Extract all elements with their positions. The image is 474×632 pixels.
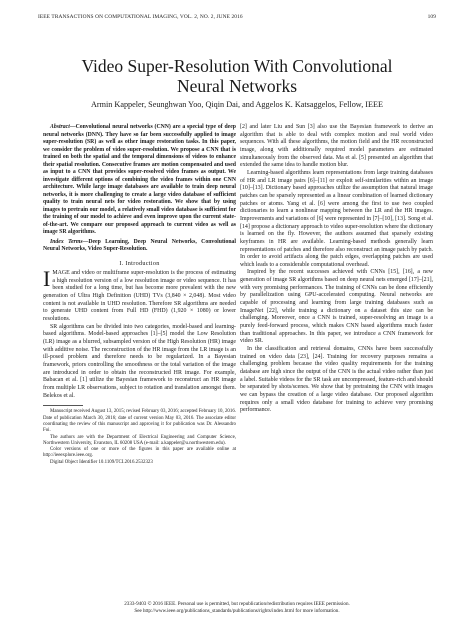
running-header	[38, 14, 436, 24]
title-line-2: Neural Networks	[176, 76, 298, 96]
footnote-color: Color versions of one or more of the figures in this paper are available online at http://ieeexplore.ieee.org.	[43, 447, 236, 459]
page-number: 109	[427, 14, 436, 20]
copyright-line-1: 2333-9403 © 2016 IEEE. Personal use is permitted, but republication/redistribution requires IEEE permission.	[124, 601, 350, 607]
footnote-divider	[43, 405, 83, 406]
intro-paragraph-1-text: MAGE and video or multiframe super-resolution is the process of estimating a high resolution version of a low resolution image or video sequence. It has been studied for a long time, but has become more prevalent with the new generation of Ultra High Definition (UHD) TVs (3,840 × 2,048). Most video content is not available in UHD resolution. Therefore SR algorithms are needed to generate UHD content from Full HD (FHD) (1,920 × 1080) or lower resolutions.	[43, 270, 236, 323]
section-heading: I. Introduction	[119, 259, 160, 267]
paper-title	[0, 56, 474, 96]
title-line-1: Video Super-Resolution With Convolutional	[81, 56, 393, 76]
right-paragraph-4: In the classification and retrieval domains, CNNs have been successfully trained on video data [23], [24]. Training for recovery purposes remains a challenging problem because the video quality requirements for the training database are high since the output of the CNN is the actual video rather than just a label. Suitable videos for the SR task are uncompressed, feature-rich and should be separated by shots/scenes. We show that by pretraining the CNN with images we can bypass the creation of a large video database. Our proposed algorithm requires only a small video database for training to achieve very promising performance.	[240, 346, 433, 414]
index-terms-text: —Deep Learning, Deep Neural Networks, Convolutional Neural Networks, Video Super-Resolution.	[43, 238, 236, 252]
right-paragraph-2: Learning-based algorithms learn representations from large training databases of HR and LR image pairs [6]–[11] or exploit self-similarities within an image [10]–[13]. Dictionary based approaches utilize the assumption that natural image patches can be sparsely represented as a linear combination of learned dictionary patches or atoms. Yang et al. [6] were among the first to use two coupled dictionaries to learn a nonlinear mapping between the LR and the HR images. Improvements and variations of [6] were represented in [7]–[10], [13]. Song et al. [14] propose a dictionary approach to video super-resolution where the dictionary is learned on the fly. However, the authors assumed that sparsely existing keyframes in HR are available. Learning-based methods generally learn representations of patches and therefore also reconstruct an image patch by patch. In order to avoid artifacts along the patch edges, overlapping patches are used which leads to a considerable computational overhead.	[240, 169, 433, 268]
right-paragraph-3: Inspired by the recent successes achieved with CNNs [15], [16], a new generation of image SR algorithms based on deep neural nets emerged [17]–[21], with very promising performances. The training of CNNs can be done efficiently by parallelization using GPU-accelerated computing. Neural networks are capable of processing and learning from large training databases such as ImageNet [22], while training a dictionary on a dataset this size can be challenging. Moreover, once a CNN is trained, super-resolving an image is a purely feed-forward process, which makes CNN based algorithms much faster than traditional approaches. In this paper, we introduce a CNN framework for video SR.	[240, 269, 433, 345]
footnote-manuscript: Manuscript received August 13, 2015; revised February 03, 2016; accepted February 10, 2016. Date of publication March 30, 2016; date of current version May 03, 2016. The associate editor coordinating the review of this manuscript and approving it for publication was Dr. Alessandro Foi.	[43, 409, 236, 434]
author-list: Armin Kappeler, Seunghwan Yoo, Qiqin Dai, and Aggelos K. Katsaggelos, Fellow, IEEE	[90, 100, 384, 109]
copyright-footer	[0, 601, 474, 615]
footnote-affiliation: The authors are with the Department of Electrical Engineering and Computer Science, Northwestern University, Evanston, IL 60208 USA (e-mail: a.kappeler@u.northwestern.edu).	[43, 434, 236, 446]
copyright-line-2: See http://www.ieee.org/publications_standards/publications/rights/index.html for more information.	[134, 607, 340, 614]
abstract-text: —Convolutional neural networks (CNN) are a special type of deep neural networks (DNN). They have so far been successfully applied to image super-resolution (SR) as well as other image restoration tasks. In this paper, we consider the problem of video super-resolution. We propose a CNN that is trained on both the spatial and the temporal dimensions of videos to enhance their spatial resolution. Consecutive frames are motion compensated and used as input to a CNN that provides super-resolved video frames as output. We investigate different options of combining the video frames within one CNN architecture. While large image databases are available to train deep neural networks, it is more challenging to create a large video database of sufficient quality to train neural nets for video restoration. We show that by using images to pretrain our model, a relatively small video database is sufficient for the training of our model to achieve and even improve upon the current state-of-the-art. We compare our proposed approach to current video as well as image SR algorithms.	[43, 124, 236, 235]
index-terms-label: Index Terms	[50, 238, 83, 245]
drop-cap: I	[43, 266, 51, 292]
intro-paragraph-1	[43, 266, 236, 324]
footnote-doi: Digital Object Identifier 10.1109/TCI.2016.2532323	[50, 459, 153, 465]
abstract	[43, 124, 236, 237]
abstract-label: Abstract	[50, 124, 70, 130]
index-terms	[43, 239, 236, 254]
left-column	[43, 124, 236, 466]
right-paragraph-1: [2] and later Liu and Sun [3] also use the Bayesian framework to derive an algorithm that is able to deal with complex motion and real world video sequences. With all these algorithms, the motion field and the HR reconstructed image, along with additionally required model parameters are estimated simultaneously from the observed data. Ma et al. [5] presented an algorithm that extended the same idea to handle motion blur.	[240, 124, 433, 169]
intro-paragraph-2: SR algorithms can be divided into two categories, model-based and learning-based algorithms. Model-based approaches [1]–[5] model the Low Resolution (LR) image as a blurred, subsampled version of the High Resolution (HR) image with additive noise. The reconstruction of the HR image from the LR image is an ill-posed problem and therefore needs to be regularized. In a Bayesian framework, priors controlling the smoothness or the total variation of the image are introduced in order to obtain the reconstructed HR image. For example, Babacan et al. [1] utilize the Bayesian framework to reconstruct an HR image from multiple LR observations, subject to rotation and translation amongst them. Belekos et al.	[43, 323, 236, 399]
journal-name: IEEE TRANSACTIONS ON COMPUTATIONAL IMAGING, VOL. 2, NO. 2, JUNE 2016	[38, 14, 243, 20]
right-column	[240, 124, 433, 415]
